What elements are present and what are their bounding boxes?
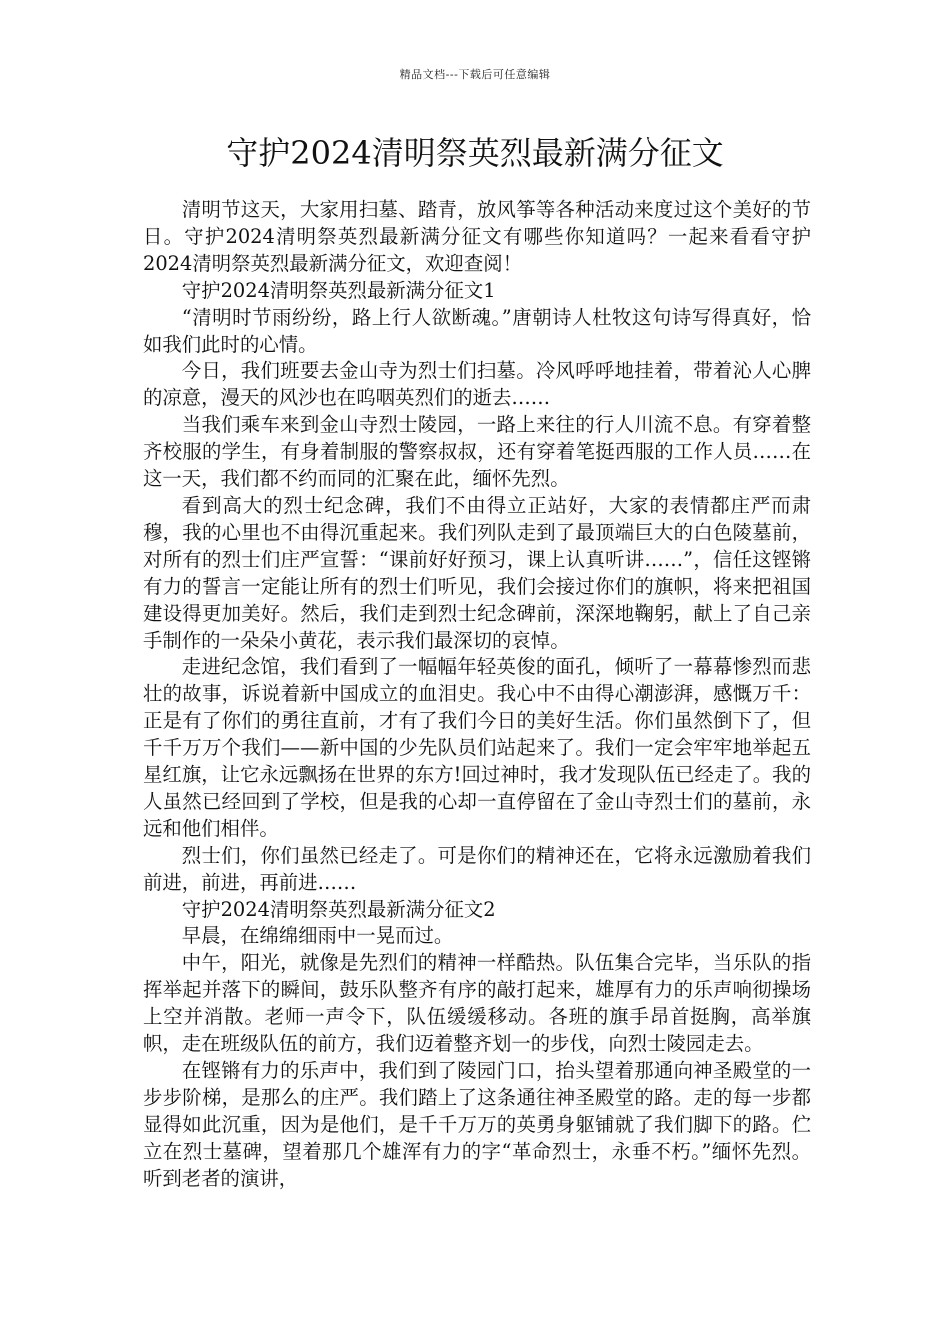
paragraph: 早晨，在绵绵细雨中一晃而过。 [181,924,454,948]
paragraph: 今日，我们班要去金山寺为烈士们扫墓。冷风呼呼地挂着，带着沁人心脾的凉意，漫天的风沙也在呜咽英烈们的逝去…… [143,359,811,410]
paragraph: 走进纪念馆，我们看到了一幅幅年轻英俊的面孔，倾听了一幕幕惨烈而悲壮的故事，诉说着新中国成立的血泪史。我心中不由得心潮澎湃，感慨万千：正是有了你们的勇往直前，才有了我们今日的美好生活。你们虽然倒下了，但千千万万个我们——新中国的少先队员们站起来了。我们一定会牢牢地举起五星红旗，让它永远飘扬在世界的东方!回过神时，我才发现队伍已经走了。我的人虽然已经回到了学校，但是我的心却一直停留在了金山寺烈士们的墓前，永远和他们相伴。 [143,655,811,840]
document-title: 守护2024清明祭英烈最新满分征文 [226,134,724,172]
paragraph: 清明节这天，大家用扫墓、踏青，放风筝等各种活动来度过这个美好的节日。守护2024清明祭英烈最新满分征文有哪些你知道吗？一起来看看守护2024清明祭英烈最新满分征文，欢迎查阅！ [143,198,811,275]
document-header: 精品文档---下载后可任意编辑 [399,68,551,81]
section-heading: 守护2024清明祭英烈最新满分征文1 [181,278,496,302]
paragraph: 烈士们，你们虽然已经走了。可是你们的精神还在，它将永远激励着我们前进，前进，再前进…… [143,843,811,894]
paragraph: 看到高大的烈士纪念碑，我们不由得立正站好，大家的表情都庄严而肃穆，我的心里也不由得沉重起来。我们列队走到了最顶端巨大的白色陵墓前，对所有的烈士们庄严宣誓：“课前好好预习，课上认真听讲……”，信任这铿锵有力的誓言一定能让所有的烈士们听见，我们会接过你们的旗帜，将来把祖国建设得更加美好。然后，我们走到烈士纪念碑前，深深地鞠躬，献上了自己亲手制作的一朵朵小黄花，表示我们最深切的哀悼。 [143,493,811,652]
section-heading: 守护2024清明祭英烈最新满分征文2 [181,897,496,921]
document-body [143,197,811,1193]
paragraph: 在铿锵有力的乐声中，我们到了陵园门口，抬头望着那通向神圣殿堂的一步步阶梯，是那么的庄严。我们踏上了这条通往神圣殿堂的路。走的每一步都显得如此沉重，因为是他们，是千千万万的英勇身躯铺就了我们脚下的路。伫立在烈士墓碑，望着那几个雄浑有力的字“革命烈士，永垂不朽。”缅怀先烈。听到老者的演讲， [143,1059,811,1190]
paragraph: “清明时节雨纷纷，路上行人欲断魂。”唐朝诗人杜牧这句诗写得真好，恰如我们此时的心情。 [143,305,811,356]
paragraph: 中午，阳光，就像是先烈们的精神一样酷热。队伍集合完毕，当乐队的指挥举起并落下的瞬间，鼓乐队整齐有序的敲打起来，雄厚有力的乐声响彻操场上空并消散。老师一声令下，队伍缓缓移动。各班的旗手昂首挺胸，高举旗帜，走在班级队伍的前方，我们迈着整齐划一的步伐，向烈士陵园走去。 [143,951,811,1056]
paragraph: 当我们乘车来到金山寺烈士陵园，一路上来往的行人川流不息。有穿着整齐校服的学生，有身着制服的警察叔叔，还有穿着笔挺西服的工作人员……在这一天，我们都不约而同的汇聚在此，缅怀先烈。 [143,413,811,491]
